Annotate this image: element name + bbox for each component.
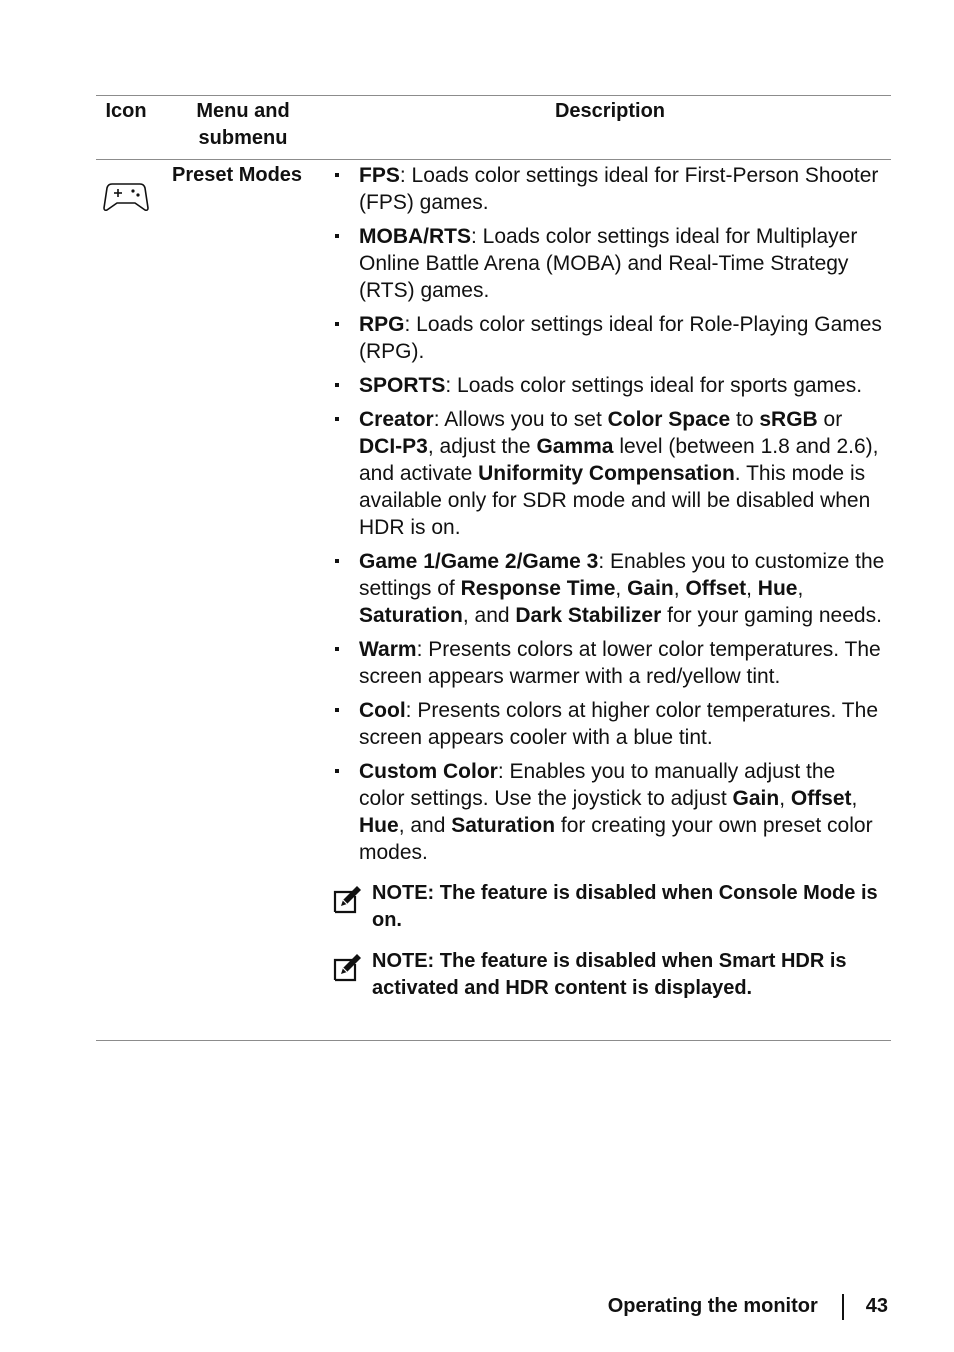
item-keyword: Uniformity Compensation: [478, 462, 735, 485]
item-text: : Presents colors at higher color temperatures. The screen appears cooler with a blue tint.: [359, 699, 878, 749]
note-text: NOTE: The feature is disabled when Console Mode is on.: [372, 882, 878, 931]
page-number: 43: [865, 1295, 888, 1317]
item-keyword: Hue: [359, 814, 399, 837]
item-name: SPORTS: [359, 374, 446, 397]
footer-separator: [842, 1294, 844, 1320]
item-name: Game 1/Game 2/Game 3: [359, 550, 599, 573]
item-text: ,: [779, 787, 791, 810]
item-keyword: Dark Stabilizer: [515, 604, 662, 627]
item-text: : Loads color settings ideal for First-Person Shooter (FPS) games.: [359, 164, 879, 214]
item-name: Creator: [359, 408, 434, 431]
item-keyword: Response Time: [460, 577, 616, 600]
item-text: : Enables you to manually adjust the color settings. Use the joystick to adjust: [359, 760, 836, 810]
item-keyword: DCI-P3: [359, 435, 428, 458]
item-keyword: Gain: [627, 577, 674, 600]
item-name: Warm: [359, 638, 417, 661]
header-icon: Icon: [105, 100, 147, 122]
item-keyword: Saturation: [359, 604, 463, 627]
table-top-rule: [96, 95, 891, 96]
list-item: [330, 406, 886, 541]
list-item: [330, 162, 886, 216]
note: [330, 948, 886, 1002]
item-text: , adjust the: [427, 435, 537, 458]
item-text: : Presents colors at lower color temperatures. The screen appears warmer with a red/yellow tint.: [359, 638, 881, 688]
item-text: : Allows you to set: [433, 408, 608, 431]
item-keyword: Gain: [732, 787, 780, 810]
item-keyword: Offset: [790, 787, 852, 810]
note-pencil-icon: [333, 886, 361, 914]
item-name: RPG: [359, 313, 405, 336]
item-text: , and: [462, 604, 516, 627]
item-keyword: Offset: [685, 577, 747, 600]
note-text: NOTE: The feature is disabled when Smart HDR is activated and HDR content is displayed.: [372, 950, 847, 999]
item-name: MOBA/RTS: [359, 225, 471, 248]
item-text: : Loads color settings ideal for Multiplayer Online Battle Arena (MOBA) and Real-Time Strategy (RTS) games.: [359, 225, 858, 302]
gamepad-icon: [102, 178, 150, 214]
table-bottom-rule: [96, 1040, 891, 1041]
header-rule: [96, 159, 891, 160]
item-keyword: Gamma: [536, 435, 614, 458]
item-text: . This mode is available only for SDR mode and will be disabled when HDR is on.: [359, 462, 871, 539]
item-text: ,: [797, 577, 804, 600]
item-text: ,: [851, 787, 858, 810]
item-text: : Enables you to customize the settings of: [359, 550, 885, 600]
item-text: : Loads color settings ideal for Role-Playing Games (RPG).: [359, 313, 882, 363]
item-text: to: [730, 408, 760, 431]
header-menu: Menu and submenu: [196, 100, 290, 149]
menu-preset-modes: Preset Modes: [172, 164, 303, 186]
list-item: [330, 311, 886, 365]
item-text: for your gaming needs.: [661, 604, 882, 627]
description-cell: [330, 162, 886, 1002]
item-text: : Loads color settings ideal for sports games.: [445, 374, 863, 397]
item-keyword: Saturation: [451, 814, 556, 837]
item-name: Cool: [359, 699, 406, 722]
footer-section-title: Operating the monitor: [607, 1295, 818, 1317]
item-text: or: [817, 408, 843, 431]
list-item: [330, 548, 886, 629]
item-text: for creating your own preset color modes.: [359, 814, 873, 864]
note: [330, 880, 886, 934]
list-item: [330, 223, 886, 304]
item-text: ,: [615, 577, 628, 600]
list-item: [330, 758, 886, 866]
item-text: ,: [746, 577, 758, 600]
list-item: [330, 636, 886, 690]
header-description: Description: [554, 100, 666, 122]
page-footer: [608, 1293, 888, 1320]
item-keyword: Hue: [757, 577, 798, 600]
list-item: [330, 697, 886, 751]
note-pencil-icon: [333, 954, 361, 982]
item-name: Custom Color: [359, 760, 498, 783]
item-text: level (between 1.8 and 2.6), and activate: [359, 435, 879, 485]
item-text: ,: [673, 577, 686, 600]
item-keyword: sRGB: [759, 408, 818, 431]
item-keyword: Color Space: [607, 408, 731, 431]
item-text: , and: [398, 814, 452, 837]
list-item: [330, 372, 886, 399]
item-name: FPS: [359, 164, 400, 187]
